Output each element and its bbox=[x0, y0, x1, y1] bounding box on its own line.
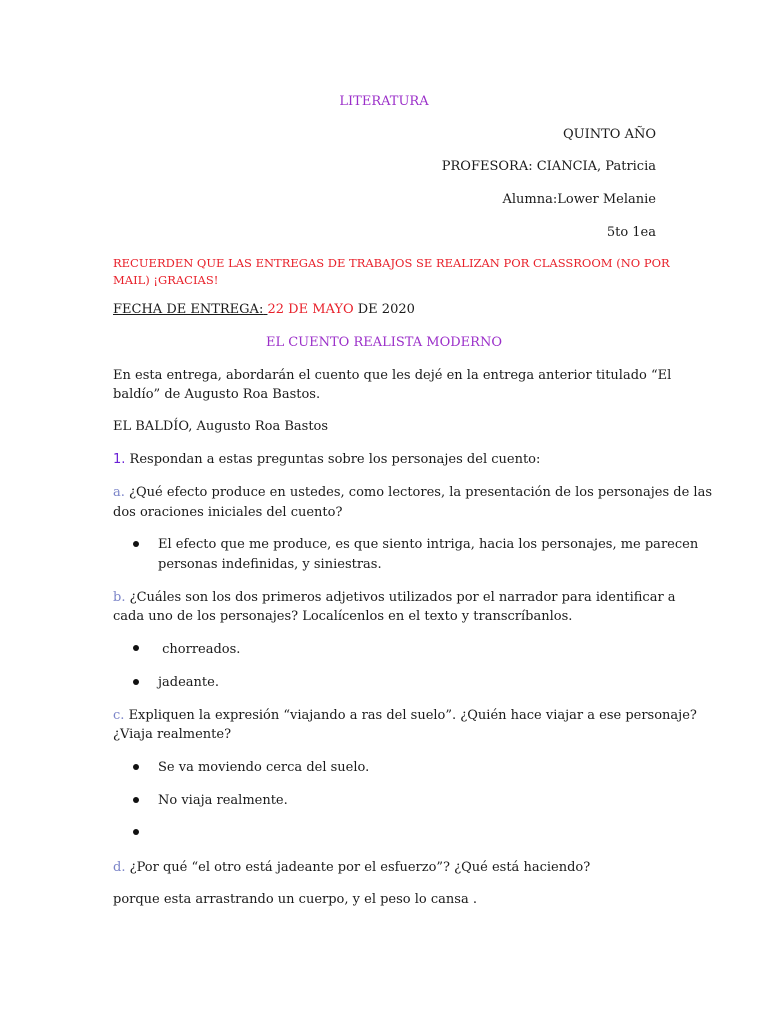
question-d-letter: d. bbox=[113, 860, 126, 875]
bullet-icon bbox=[133, 764, 139, 770]
bullet-icon bbox=[133, 797, 139, 803]
student-label: Alumna:Lower Melanie bbox=[502, 192, 656, 207]
question-c-letter: c. bbox=[113, 708, 125, 723]
question-b-line-1 bbox=[113, 588, 676, 608]
question-1 bbox=[113, 450, 540, 470]
story-title: EL BALDÍO, Augusto Roa Bastos bbox=[113, 419, 329, 434]
question-b-line-2: cada uno de los personajes? Localícenlos en el texto y transcríbanlos. bbox=[113, 609, 573, 624]
year-label: QUINTO AÑO bbox=[562, 127, 656, 142]
question-a-line-1 bbox=[113, 483, 712, 503]
due-date-label: FECHA DE ENTREGA: bbox=[113, 302, 264, 317]
due-date-line bbox=[113, 300, 415, 320]
question-a-letter: a. bbox=[113, 485, 125, 500]
answer-a-line-1: El efecto que me produce, es que siento intriga, hacia los personajes, me parecen bbox=[158, 537, 699, 552]
question-a-text-1: ¿Qué efecto produce en ustedes, como lectores, la presentación de los personajes de las bbox=[129, 485, 713, 500]
notice-line-2: MAIL) ¡GRACIAS! bbox=[113, 273, 219, 287]
subject-title: LITERATURA bbox=[339, 94, 429, 109]
section-title: EL CUENTO REALISTA MODERNO bbox=[265, 335, 502, 350]
answer-c-1: Se va moviendo cerca del suelo. bbox=[158, 760, 370, 775]
intro-line-1: En esta entrega, abordarán el cuento que les dejé en la entrega anterior titulado “El bbox=[113, 368, 672, 383]
question-number: 1. bbox=[113, 452, 126, 467]
answer-c-2: No viaja realmente. bbox=[158, 793, 288, 808]
bullet-icon bbox=[133, 679, 139, 685]
question-b-letter: b. bbox=[113, 590, 126, 605]
question-d-text: ¿Por qué “el otro está jadeante por el esfuerzo”? ¿Qué está haciendo? bbox=[129, 860, 591, 875]
answer-b-2: jadeante. bbox=[158, 675, 219, 690]
course-label: 5to 1ea bbox=[606, 225, 656, 240]
bullet-icon bbox=[133, 829, 139, 835]
due-date-year: DE 2020 bbox=[357, 302, 415, 317]
question-b-text-1: ¿Cuáles son los dos primeros adjetivos utilizados por el narrador para identificar a bbox=[129, 590, 676, 605]
bullet-icon bbox=[133, 645, 139, 651]
answer-b-1: chorreados. bbox=[158, 642, 241, 657]
notice-line-1: RECUERDEN QUE LAS ENTREGAS DE TRABAJOS SE REALIZAN POR CLASSROOM (NO POR bbox=[113, 256, 670, 270]
question-c-line-2: ¿Viaja realmente? bbox=[113, 727, 232, 742]
intro-line-2: baldío” de Augusto Roa Bastos. bbox=[113, 387, 321, 402]
question-a-line-2: dos oraciones iniciales del cuento? bbox=[113, 505, 343, 520]
teacher-label: PROFESORA: CIANCIA, Patricia bbox=[441, 159, 656, 174]
question-c-line-1 bbox=[113, 706, 697, 726]
question-1-text: Respondan a estas preguntas sobre los personajes del cuento: bbox=[129, 452, 541, 467]
answer-d: porque esta arrastrando un cuerpo, y el peso lo cansa . bbox=[113, 892, 477, 907]
question-d-line bbox=[113, 858, 590, 878]
bullet-icon bbox=[133, 541, 139, 547]
due-date-value: 22 DE MAYO bbox=[267, 302, 354, 317]
answer-a-line-2: personas indefinidas, y siniestras. bbox=[158, 557, 382, 572]
question-c-text-1: Expliquen la expresión “viajando a ras del suelo”. ¿Quién hace viajar a ese personaje? bbox=[128, 708, 697, 723]
